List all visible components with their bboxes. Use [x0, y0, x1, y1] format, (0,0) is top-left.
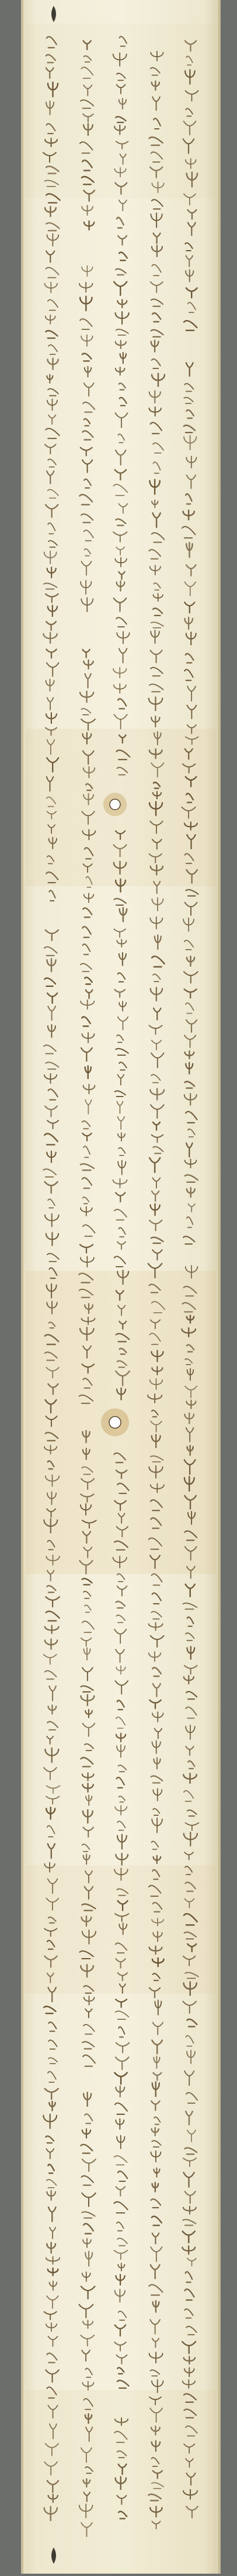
stain-patch: [26, 1865, 216, 1994]
leaf-right-edge: [218, 0, 221, 2574]
leaf-left-edge: [21, 0, 23, 2574]
binding-hole-lower: [101, 1408, 129, 1436]
binding-hole-upper: [103, 793, 127, 816]
stain-patch: [26, 23, 216, 198]
